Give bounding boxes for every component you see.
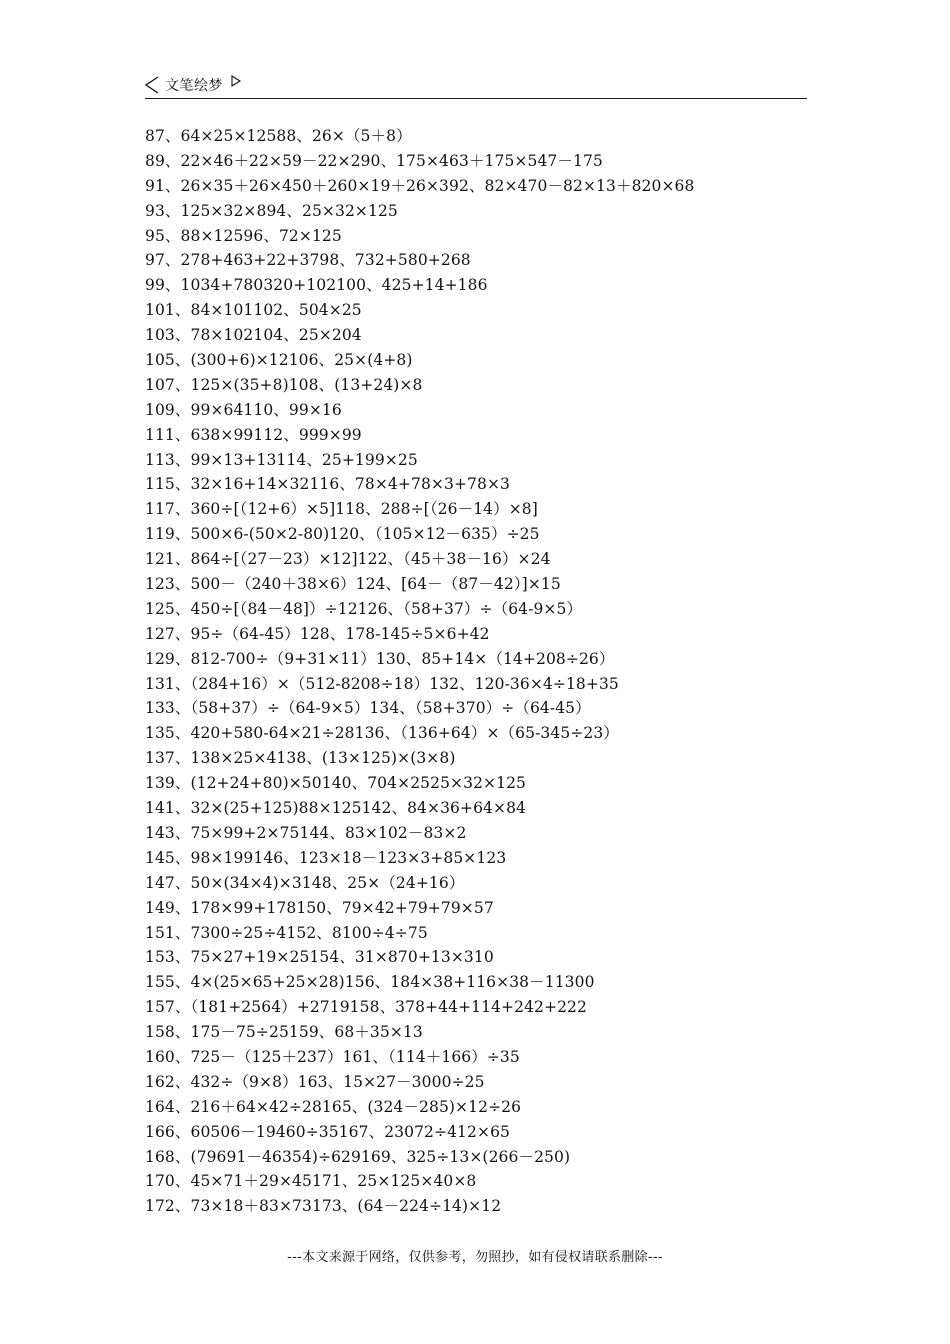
exercise-line: 95、88×12596、72×125 xyxy=(145,226,342,245)
exercise-line: 87、64×25×12588、26×（5＋8） xyxy=(145,127,412,145)
right-triangle-icon xyxy=(230,74,242,88)
exercise-line: 127、95÷（64-45）128、178-145÷5×6+42 xyxy=(145,624,490,643)
exercise-line: 160、725－（125＋237）161、（114＋166）÷35 xyxy=(145,1047,520,1066)
exercise-line: 155、4×(25×65+25×28)156、184×38+116×38－11300 xyxy=(145,973,595,992)
exercise-line: 123、500－（240＋38×6）124、[64－（87－42）]×15 xyxy=(145,575,561,594)
exercise-line: 119、500×6-(50×2-80)120、（105×12－635）÷25 xyxy=(145,525,540,544)
header-title: 文笔绘梦 xyxy=(165,78,223,94)
exercise-line: 135、420+580-64×21÷28136、（136+64）×（65-345÷23） xyxy=(145,724,619,743)
exercise-line: 137、138×25×4138、(13×125)×(3×8) xyxy=(145,749,456,768)
exercise-line: 170、45×71＋29×45171、25×125×40×8 xyxy=(145,1172,477,1191)
exercise-line: 117、360÷[（12+6）×5]118、288÷[（26－14）×8] xyxy=(145,500,538,519)
exercise-line: 101、84×101102、504×25 xyxy=(145,301,362,320)
exercise-line: 133、（58+37）÷（64-9×5）134、（58+370）÷（64-45） xyxy=(145,699,591,718)
footer-note: ---本文来源于网络，仅供参考，勿照抄，如有侵权请联系删除--- xyxy=(287,1250,663,1265)
exercise-line: 97、278+463+22+3798、732+580+268 xyxy=(145,251,471,270)
exercise-line: 147、50×(34×4)×3148、25×（24+16） xyxy=(145,873,465,892)
exercise-line: 103、78×102104、25×204 xyxy=(145,326,362,345)
exercise-line: 113、99×13+13114、25+199×25 xyxy=(145,450,418,469)
exercise-line: 168、(79691－46354)÷629169、325÷13×(266－250) xyxy=(145,1147,571,1166)
exercise-line: 172、73×18＋83×73173、(64－224÷14)×12 xyxy=(145,1197,502,1216)
exercise-line: 145、98×199146、123×18－123×3+85×123 xyxy=(145,848,507,867)
exercise-line: 93、125×32×894、25×32×125 xyxy=(145,201,398,220)
exercise-line: 158、175－75÷25159、68＋35×13 xyxy=(145,1023,423,1042)
exercise-line: 153、75×27+19×25154、31×870+13×310 xyxy=(145,948,494,967)
exercise-line: 162、432÷（9×8）163、15×27－3000÷25 xyxy=(145,1072,485,1091)
exercise-line: 143、75×99+2×75144、83×102－83×2 xyxy=(145,823,467,842)
exercise-line: 107、125×(35+8)108、(13+24)×8 xyxy=(145,375,423,394)
exercise-line: 109、99×64110、99×16 xyxy=(145,400,342,419)
exercise-line: 139、(12+24+80)×50140、704×2525×32×125 xyxy=(145,774,527,793)
exercise-line: 115、32×16+14×32116、78×4+78×3+78×3 xyxy=(145,475,511,494)
exercise-line: 99、1034+780320+102100、425+14+186 xyxy=(145,276,488,295)
exercise-line: 131、（284+16）×（512-8208÷18）132、120-36×4÷18+35 xyxy=(145,674,619,693)
exercise-line: 111、638×99112、999×99 xyxy=(145,425,362,444)
exercise-line: 105、(300+6)×12106、25×(4+8) xyxy=(145,351,413,370)
exercise-line: 129、812-700÷（9+31×11）130、85+14×（14+208÷26） xyxy=(145,649,615,668)
exercise-list xyxy=(145,124,825,1219)
exercise-line: 157、（181+2564）+2719158、378+44+114+242+222 xyxy=(145,998,587,1017)
exercise-line: 121、864÷[（27－23）×12]122、（45＋38－16）×24 xyxy=(145,550,551,569)
exercise-line: 89、22×46＋22×59－22×290、175×463＋175×547－175 xyxy=(145,151,603,170)
exercise-line: 164、216＋64×42÷28165、(324－285)×12÷26 xyxy=(145,1097,522,1116)
page-header xyxy=(145,72,807,99)
exercise-line: 149、178×99+178150、79×42+79+79×57 xyxy=(145,898,494,917)
exercise-line: 125、450÷[（84－48]）÷12126、（58+37）÷（64-9×5） xyxy=(145,599,583,618)
left-triangle-icon xyxy=(145,76,159,94)
exercise-line: 141、32×(25+125)88×125142、84×36+64×84 xyxy=(145,799,527,818)
exercise-line: 151、7300÷25÷4152、8100÷4÷75 xyxy=(145,923,428,942)
exercise-line: 91、26×35＋26×450＋260×19＋26×392、82×470－82×13＋820×68 xyxy=(145,176,695,195)
exercise-line: 166、60506－19460÷35167、23072÷412×65 xyxy=(145,1122,510,1141)
